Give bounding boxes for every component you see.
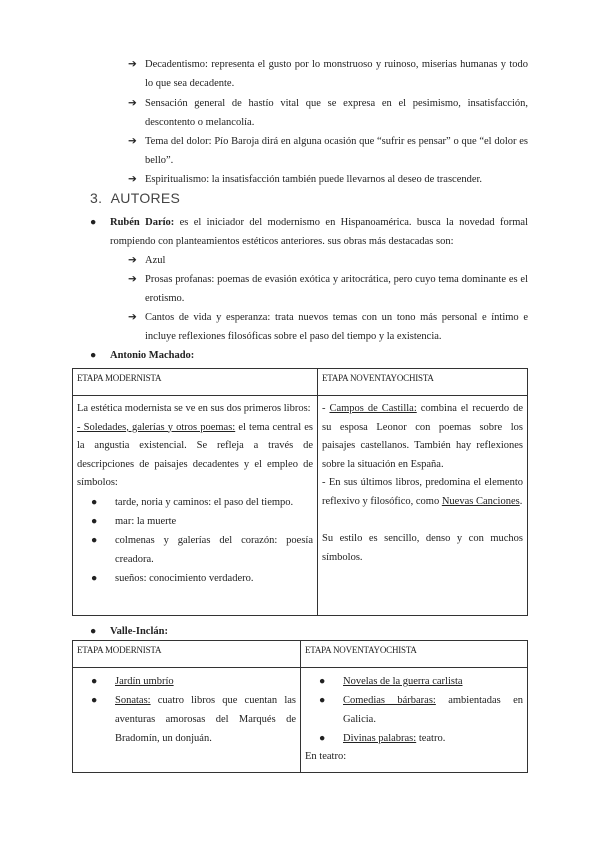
book-title: Novelas de la guerra carlista (343, 676, 463, 687)
author-description: es el iniciador del modernismo en Hispanoamérica. busca la novedad formal rompiendo con planteamientos estéticos anteriores. sus obras más destacadas son: (110, 217, 528, 247)
list-item-text: Espiritualismo: la insatisfacción también puede llevarnos al deseo de trascender. (145, 174, 483, 185)
list-item (128, 170, 528, 189)
bullet-icon: ● (91, 676, 98, 687)
book-description: combina el recuerdo de su esposa Leonor con poemas sobre los paisajes castellanos. También hay reflexiones sobre la situación en España. (322, 403, 524, 470)
table-cell: - Campos de Castilla: combina el recuerdo de su esposa Leonor con poemas sobre los paisajes castellanos. También hay reflexiones sobre la situación en España. - En sus últimos libros, predomina el elemento reflexivo y filosófico, como Nuevas Canciones. Su estilo es sencillo, denso y con muchos símbolos. (318, 396, 528, 616)
list-item-text: Decadentismo: representa el gusto por lo monstruoso y ruinoso, miserias humanas y todo lo que sea decadente. (145, 59, 528, 89)
author-valle-inclan (90, 622, 528, 641)
arrow-icon: ➔ (128, 136, 137, 147)
bullet-icon: ● (91, 695, 98, 706)
list-item-text: Azul (145, 255, 166, 266)
arrow-icon: ➔ (128, 59, 137, 70)
section-title: AUTORES (110, 190, 181, 206)
arrow-icon: ➔ (128, 98, 137, 109)
bullet-icon: ● (90, 626, 97, 637)
book-title: Jardín umbrío (115, 676, 174, 687)
list-item (128, 94, 528, 132)
list-item (128, 132, 528, 170)
cell-footer: En teatro: (305, 751, 347, 762)
list-item: ● Sonatas: cuatro libros que cuentan las aventuras amorosas del Marqués de Bradomín, un donjuán. (77, 691, 296, 748)
bullet-icon: ● (91, 534, 98, 546)
arrow-icon: ➔ (128, 312, 137, 323)
bullet-icon: ● (91, 572, 98, 584)
bullet-icon: ● (319, 676, 326, 687)
list-item (128, 308, 528, 346)
list-item (128, 251, 528, 270)
list-item-text: Sensación general de hastío vital que se expresa en el pesimismo, insatisfacción, descontento o melancolía. (145, 98, 528, 128)
machado-table (72, 368, 528, 616)
section-heading (90, 190, 180, 206)
author-ruben-dario (90, 213, 528, 251)
list-item: ● Comedias bárbaras: ambientadas en Galicia. (305, 691, 523, 729)
arrow-icon: ➔ (128, 174, 137, 185)
bullet-icon: ● (319, 695, 326, 706)
list-item: ● mar: la muerte (77, 512, 313, 531)
book-description: el tema central es la angustia existencial. Se refleja a través de descripciones de paisajes decadentes y el empleo de símbolos: (77, 421, 313, 488)
list-item (305, 672, 523, 691)
author-name: Valle-Inclán: (110, 626, 168, 637)
list-item-text: Prosas profanas: poemas de evasión exótica y aritocrática, pero cuyo tema dominante es el erotismo. (145, 274, 528, 304)
arrow-icon: ➔ (128, 274, 137, 285)
list-item: ● tarde, noria y caminos: el paso del tiempo. (77, 493, 313, 512)
bullet-icon: ● (90, 217, 97, 228)
book-title: Sonatas: (115, 695, 151, 706)
book-title: Campos de Castilla: (329, 403, 417, 414)
table-cell (73, 396, 318, 616)
book-title: Comedias bárbaras: (343, 695, 436, 706)
works-list (77, 672, 296, 748)
bullet-icon: ● (91, 496, 98, 508)
symbol-list (77, 493, 313, 588)
list-item (128, 270, 528, 308)
list-item-text: Cantos de vida y esperanza: trata nuevos temas con un tono más personal e íntimo e incluye reflexiones filosóficas sobre el paso del tiempo y la existencia. (145, 312, 528, 342)
list-item: ● colmenas y galerías del corazón: poesía creadora. (77, 531, 313, 569)
list-item (128, 55, 528, 93)
bullet-icon: ● (319, 733, 326, 744)
table-cell (301, 668, 528, 773)
list-item (77, 672, 296, 691)
works-list (305, 672, 523, 748)
author-name: Antonio Machado: (110, 350, 195, 361)
list-item: ● sueños: conocimiento verdadero. (77, 569, 313, 588)
bullet-icon: ● (91, 515, 98, 527)
list-item-text: Tema del dolor: Pío Baroja dirá en alguna ocasión que “sufrir es pensar” o que “el dolor es bello”. (145, 136, 528, 166)
author-name: Rubén Darío: (110, 217, 175, 228)
section-number: 3. (90, 190, 103, 206)
bullet-icon: ● (90, 350, 97, 361)
list-item: ● Divinas palabras: teatro. (305, 729, 523, 748)
cell-intro: La estética modernista se ve en sus dos primeros libros: (77, 403, 311, 414)
table-header: ETAPA NOVENTAYOCHISTA (301, 641, 528, 668)
arrow-icon: ➔ (128, 255, 137, 266)
style-note: Su estilo es sencillo, denso y con muchos símbolos. (322, 533, 523, 563)
author-antonio-machado (90, 346, 528, 365)
table-header: ETAPA MODERNISTA (73, 641, 301, 668)
table-header: ETAPA NOVENTAYOCHISTA (318, 369, 528, 396)
book-title: Divinas palabras: (343, 733, 417, 744)
table-cell (73, 668, 301, 773)
book-title: - Soledades, galerías y otros poemas: (77, 421, 236, 433)
table-header: ETAPA MODERNISTA (73, 369, 318, 396)
book-title: Nuevas Canciones (441, 495, 520, 507)
valle-table (72, 640, 528, 773)
